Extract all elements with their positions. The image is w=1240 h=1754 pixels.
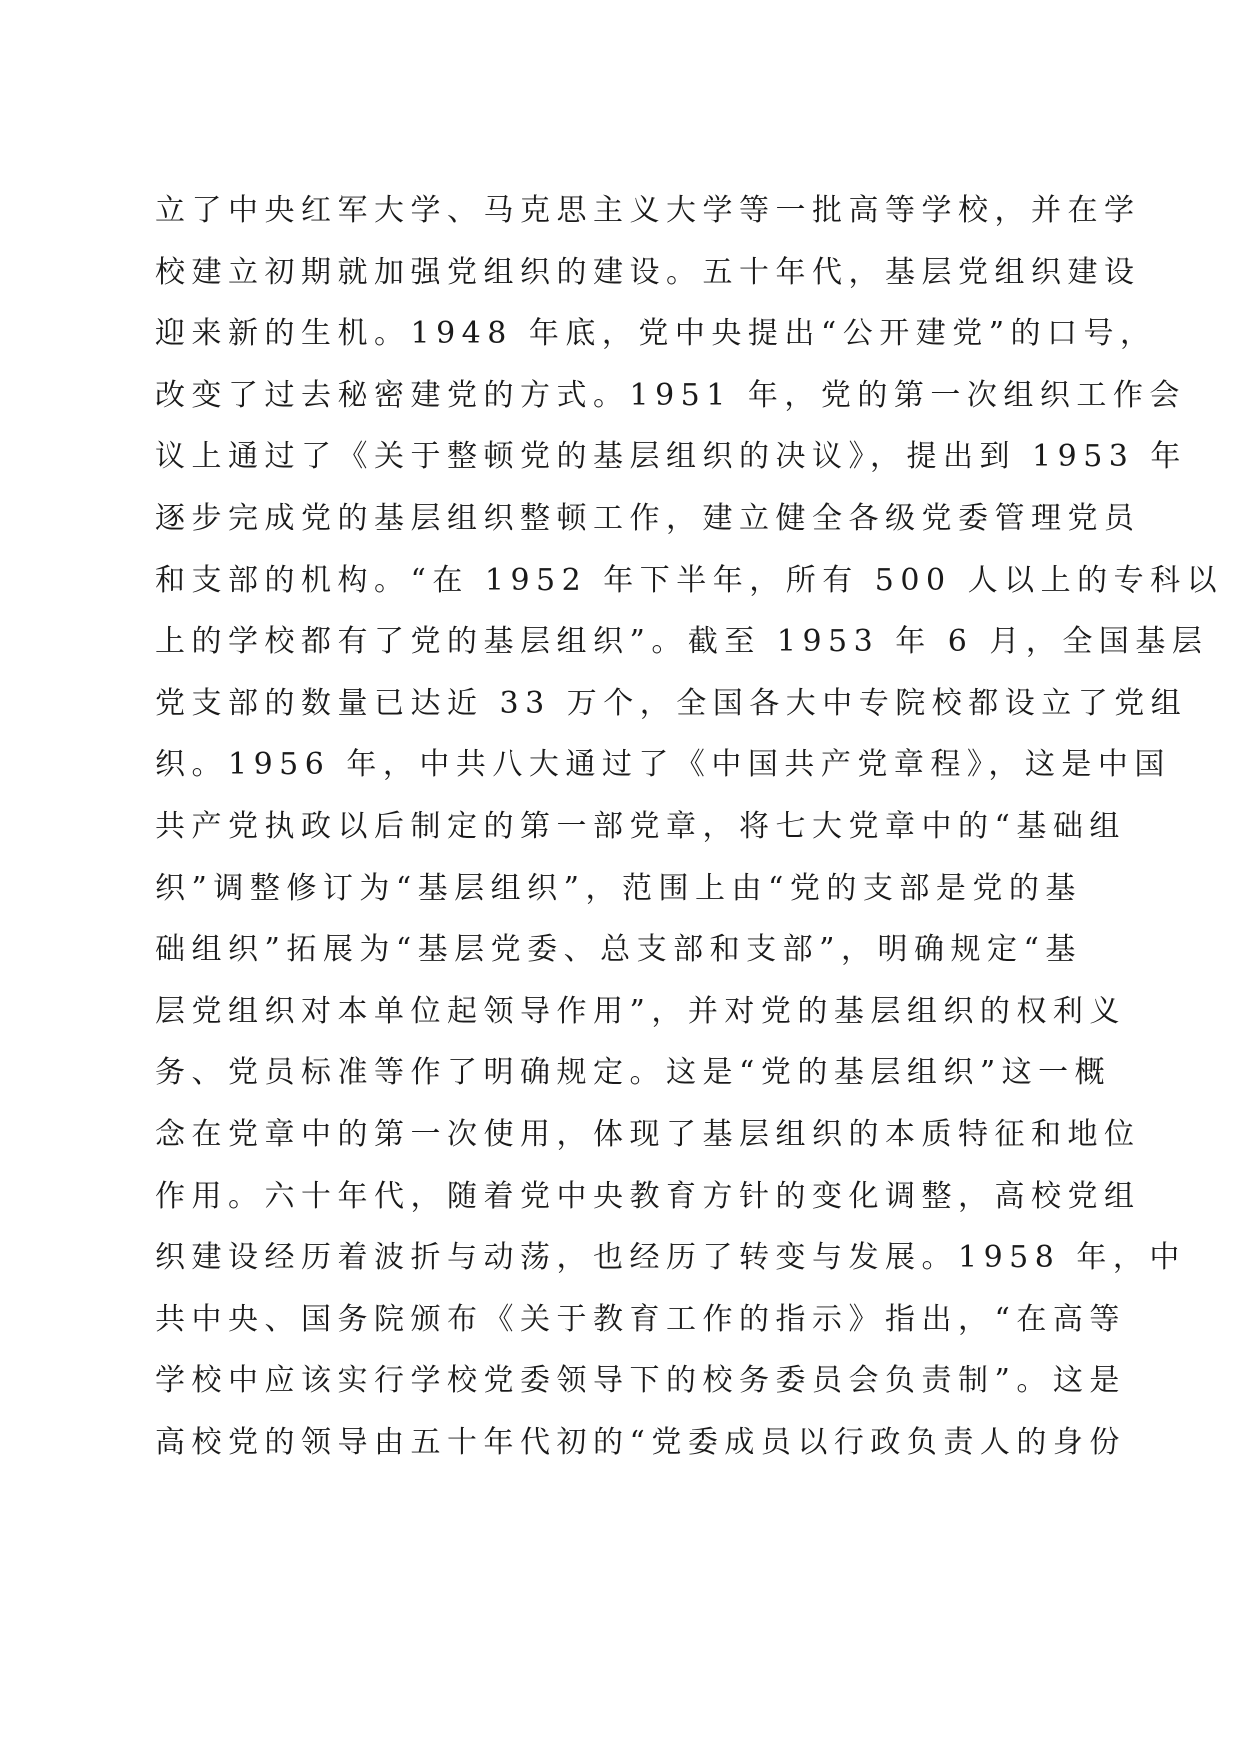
text-line: 共产党执政以后制定的第一部党章，将七大党章中的“基础组 (155, 808, 1126, 844)
text-line: 层党组织对本单位起领导作用”，并对党的基层组织的权利义 (155, 993, 1126, 1029)
text-line: 织建设经历着波折与动荡，也经历了转变与发展。1958 年，中 (155, 1240, 1186, 1276)
text-line: 念在党章中的第一次使用，体现了基层组织的本质特征和地位 (155, 1116, 1141, 1152)
text-line: 上的学校都有了党的基层组织”。截至 1953 年 6 月，全国基层 (155, 624, 1209, 660)
text-line: 织”调整修订为“基层组织”，范围上由“党的支部是党的基 (155, 870, 1082, 906)
text-line: 和支部的机构。“在 1952 年下半年，所有 500 人以上的专科以 (155, 562, 1224, 598)
text-line: 校建立初期就加强党组织的建设。五十年代，基层党组织建设 (155, 254, 1141, 290)
text-line: 共中央、国务院颁布《关于教育工作的指示》指出，“在高等 (155, 1301, 1126, 1337)
text-line: 议上通过了《关于整顿党的基层组织的决议》，提出到 1953 年 (155, 439, 1187, 475)
text-line: 织。1956 年，中共八大通过了《中国共产党章程》，这是中国 (155, 747, 1171, 783)
text-line: 党支部的数量已达近 33 万个，全国各大中专院校都设立了党组 (155, 685, 1188, 721)
text-line: 学校中应该实行学校党委领导下的校务委员会负责制”。这是 (155, 1363, 1126, 1399)
text-line: 作用。六十年代，随着党中央教育方针的变化调整，高校党组 (155, 1178, 1141, 1214)
text-line: 立了中央红军大学、马克思主义大学等一批高等学校，并在学 (155, 193, 1141, 228)
text-line: 务、党员标准等作了明确规定。这是“党的基层组织”这一概 (155, 1055, 1112, 1091)
text-line: 逐步完成党的基层组织整顿工作，建立健全各级党委管理党员 (155, 500, 1141, 536)
text-line: 础组织”拓展为“基层党委、总支部和支部”，明确规定“基 (155, 932, 1082, 968)
text-line: 迎来新的生机。1948 年底，党中央提出“公开建党”的口号， (155, 316, 1157, 352)
body-text (155, 180, 1224, 1473)
text-line: 改变了过去秘密建党的方式。1951 年，党的第一次组织工作会 (155, 377, 1186, 413)
text-line: 高校党的领导由五十年代初的“党委成员以行政负责人的身份 (155, 1424, 1126, 1460)
